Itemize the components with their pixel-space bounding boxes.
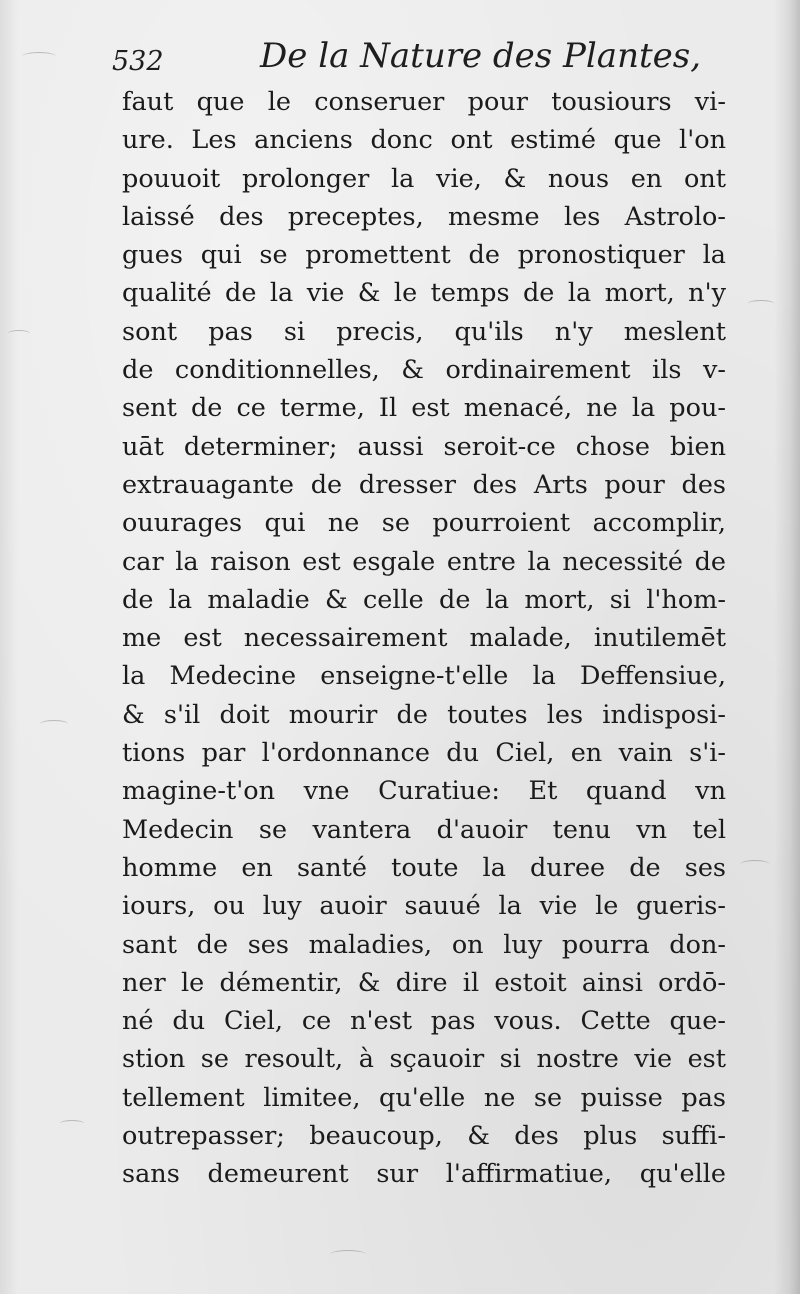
text-line: car la raison est esgale entre la necessité de [122,546,726,577]
paper-fiber [40,720,68,728]
text-line: uāt determiner; aussi seroit-ce chose bien [122,431,726,462]
page-number: 532 [112,46,164,77]
text-line: magine-t'on vne Curatiue: Et quand vn [122,776,726,807]
paper-fiber [330,1250,366,1259]
page-header [112,36,702,88]
text-line: sant de ses maladies, on luy pourra don- [122,929,726,960]
text-line: iours, ou luy auoir sauué la vie le gueris- [122,891,726,922]
body-text [122,83,726,1194]
paper-fiber [22,52,56,61]
text-line: gues qui se promettent de pronostiquer la [122,240,726,271]
paper-fiber [740,860,770,869]
page-left-shadow [0,0,18,1294]
paper-fiber [60,1120,84,1127]
text-line: la Medecine enseigne-t'elle la Deffensiue, [122,661,726,692]
text-line: tions par l'ordonnance du Ciel, en vain s'i- [122,738,726,769]
text-line: faut que le conseruer pour tousiours vi- [122,87,726,117]
text-line: tellement limitee, qu'elle ne se puisse pas [122,1082,726,1113]
text-line: sans demeurent sur l'affirmatiue, qu'elle [122,1159,726,1190]
text-line: laissé des preceptes, mesme les Astrolo- [122,201,726,232]
text-line: sont pas si precis, qu'ils n'y meslent [122,316,726,347]
text-line: ouurages qui ne se pourroient accomplir, [122,508,726,539]
page-right-shadow [774,0,800,1294]
text-line: de la maladie & celle de la mort, si l'hom- [122,584,726,615]
text-line: me est necessairement malade, inutilemēt [122,623,726,654]
text-line: sent de ce terme, Il est menacé, ne la pou- [122,393,726,424]
text-line: extrauagante de dresser des Arts pour des [122,469,726,500]
text-line: Medecin se vantera d'auoir tenu vn tel [122,814,726,845]
text-line: qualité de la vie & le temps de la mort, n'y [122,278,726,309]
text-line: stion se resoult, à sçauoir si nostre vie est [122,1044,726,1075]
text-line: ure. Les anciens donc ont estimé que l'on [122,125,726,156]
text-line: ner le démentir, & dire il estoit ainsi ordō- [122,967,726,998]
running-title: De la Nature des Plantes, [260,36,702,76]
text-line: pouuoit prolonger la vie, & nous en ont [122,163,726,194]
paper-fiber [748,300,774,307]
text-line: de conditionnelles, & ordinairement ils v- [122,355,726,386]
text-line: né du Ciel, ce n'est pas vous. Cette que- [122,1006,726,1037]
paper-fiber [8,330,30,337]
text-line: homme en santé toute la duree de ses [122,852,726,883]
text-line: & s'il doit mourir de toutes les indisposi- [122,699,726,730]
text-line: outrepasser; beaucoup, & des plus suffi- [122,1121,726,1152]
